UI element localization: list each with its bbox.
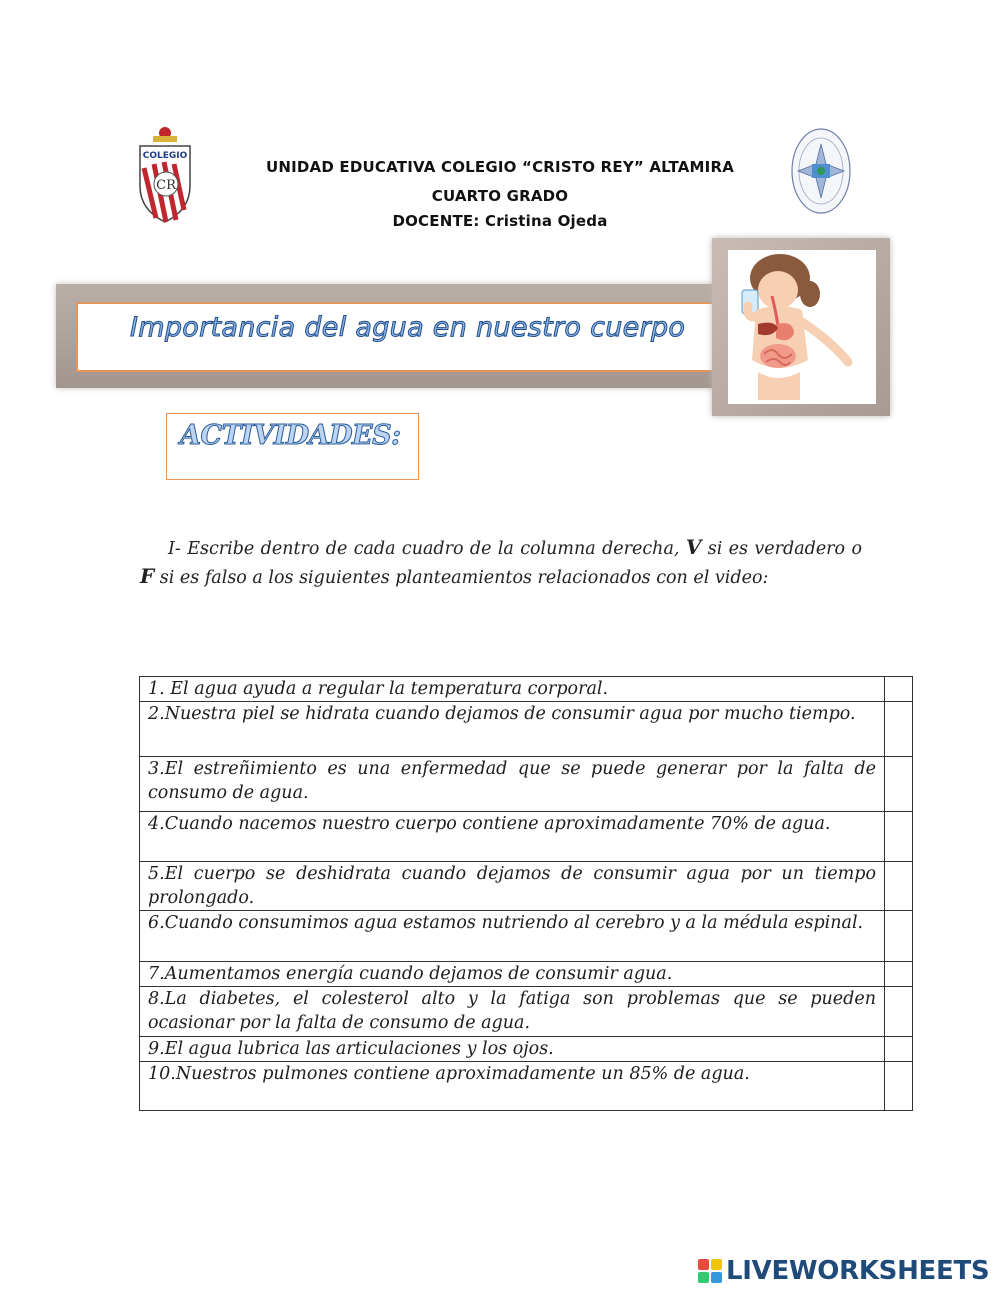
answer-box[interactable] — [885, 702, 913, 757]
statement-row — [140, 757, 913, 812]
answer-box[interactable] — [885, 962, 913, 987]
activities-heading: ACTIVIDADES: — [180, 420, 401, 451]
school-crest-logo — [136, 124, 194, 224]
answer-box[interactable] — [885, 1062, 913, 1111]
answer-box[interactable] — [885, 987, 913, 1037]
statement-row — [140, 677, 913, 702]
statement-row — [140, 702, 913, 757]
statement-row — [140, 812, 913, 862]
instructions-part3: si es falso a los siguientes planteamientos relacionados con el video: — [159, 568, 769, 588]
statement-text: 10.Nuestros pulmones contiene aproximadamente un 85% de agua. — [140, 1062, 885, 1111]
statement-text: 4.Cuando nacemos nuestro cuerpo contiene aproximadamente 70% de agua. — [140, 812, 885, 862]
teacher-line — [200, 212, 800, 230]
answer-box[interactable] — [885, 812, 913, 862]
answer-box[interactable] — [885, 1037, 913, 1062]
statement-row — [140, 1037, 913, 1062]
liveworksheets-brand — [698, 1256, 989, 1286]
true-letter: V — [685, 535, 702, 559]
true-false-table — [139, 676, 913, 1111]
answer-box[interactable] — [885, 757, 913, 812]
answer-box[interactable] — [885, 677, 913, 702]
liveworksheets-logo-icon — [698, 1259, 722, 1283]
school-name: UNIDAD EDUCATIVA COLEGIO “CRISTO REY” ALTAMIRA — [265, 158, 735, 176]
answer-box[interactable] — [885, 862, 913, 911]
statement-row — [140, 1062, 913, 1111]
teacher-name: Cristina Ojeda — [484, 212, 608, 230]
statement-text: 3.El estreñimiento es una enfermedad que se puede generar por la falta de consumo de agua. — [140, 757, 885, 812]
statement-row — [140, 987, 913, 1037]
statement-text: 2.Nuestra piel se hidrata cuando dejamos de consumir agua por mucho tiempo. — [140, 702, 885, 757]
statement-text: 6.Cuando consumimos agua estamos nutriendo al cerebro y a la médula espinal. — [140, 911, 885, 962]
answer-box[interactable] — [885, 911, 913, 962]
statement-row — [140, 911, 913, 962]
brand-text: LIVEWORKSHEETS — [726, 1256, 990, 1286]
instructions-paragraph — [140, 534, 862, 592]
statement-text: 5.El cuerpo se deshidrata cuando dejamos de consumir agua por un tiempo prolongado. — [140, 862, 885, 911]
page-title: Importancia del agua en nuestro cuerpo — [130, 312, 686, 343]
grade-label: CUARTO GRADO — [431, 187, 569, 205]
false-letter: F — [140, 564, 155, 588]
statement-row — [140, 962, 913, 987]
child-drinking-water-illustration — [728, 250, 876, 404]
svg-text:CR: CR — [156, 178, 176, 193]
statement-text: 9.El agua lubrica las articulaciones y los ojos. — [140, 1037, 885, 1062]
statement-row — [140, 862, 913, 911]
instructions-part2: si es verdadero o — [707, 539, 862, 559]
teacher-label: DOCENTE: — [392, 212, 480, 230]
statement-text: 8.La diabetes, el colesterol alto y la fatiga son problemas que se pueden ocasionar por la falta de consumo de agua. — [140, 987, 885, 1037]
svg-text:COLEGIO: COLEGIO — [142, 151, 188, 161]
statement-text: 1. El agua ayuda a regular la temperatura corporal. — [140, 677, 885, 702]
instructions-part1: I- Escribe dentro de cada cuadro de la columna derecha, — [168, 539, 680, 559]
statement-text: 7.Aumentamos energía cuando dejamos de consumir agua. — [140, 962, 885, 987]
